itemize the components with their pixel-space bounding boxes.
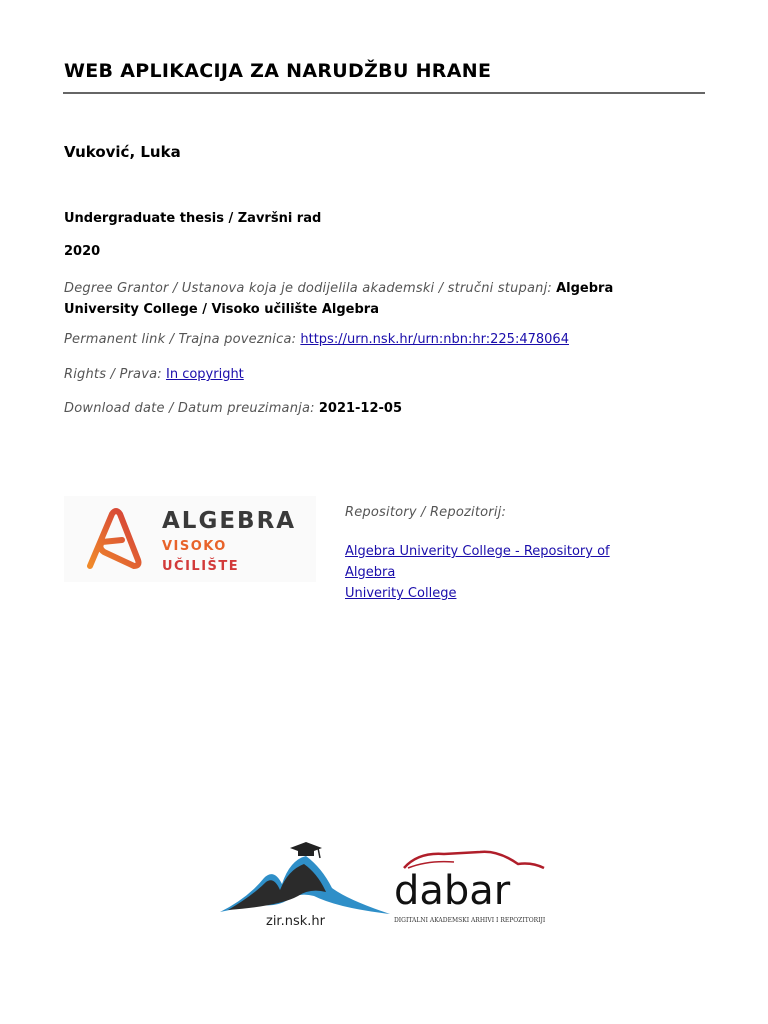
- title-divider: [63, 92, 705, 94]
- download-label: Download date / Datum preuzimanja:: [64, 401, 315, 416]
- thesis-year: 2020: [64, 244, 101, 259]
- permalink-label: Permanent link / Trajna poveznica:: [64, 332, 297, 347]
- dabar-sub-text: DIGITALNI AKADEMSKI ARHIVI I REPOZITORIJI: [394, 917, 546, 924]
- algebra-logo: [64, 496, 316, 582]
- author-name: Vuković, Luka: [64, 143, 181, 161]
- algebra-logo-mark-icon: [64, 496, 316, 582]
- grantor-value-1: Algebra: [556, 281, 614, 296]
- download-date-row: [64, 401, 402, 416]
- rights-link[interactable]: In copyright: [165, 367, 244, 382]
- footer-logos: [218, 838, 558, 933]
- download-value: 2021-12-05: [318, 401, 403, 416]
- zir-text: zir.nsk.hr: [266, 914, 325, 929]
- permanent-link-row: [64, 332, 569, 347]
- algebra-logo-name: ALGEBRA: [162, 508, 297, 534]
- repository-link-line2[interactable]: Univerity College: [345, 586, 457, 601]
- repository-link-line1[interactable]: Algebra Univerity College - Repository of Algebra: [345, 544, 610, 580]
- dabar-text: dabar: [394, 868, 511, 914]
- thesis-type: Undergraduate thesis / Završni rad: [64, 211, 322, 226]
- rights-label: Rights / Prava:: [64, 367, 162, 382]
- zir-dabar-logos-icon: [218, 838, 558, 933]
- repository-link[interactable]: [345, 541, 650, 604]
- document-title: WEB APLIKACIJA ZA NARUDŽBU HRANE: [64, 60, 492, 82]
- algebra-logo-sub1: VISOKO: [162, 539, 227, 554]
- degree-grantor: [64, 278, 664, 320]
- permalink-link[interactable]: https://urn.nsk.hr/urn:nbn:hr:225:478064: [300, 332, 569, 347]
- rights-row: [64, 367, 244, 382]
- repository-label: Repository / Repozitorij:: [345, 505, 507, 520]
- grantor-value-2: University College / Visoko učilište Algebra: [64, 302, 379, 317]
- algebra-logo-sub2: UČILIŠTE: [162, 559, 240, 574]
- grantor-label: Degree Grantor / Ustanova koja je dodijelila akademski / stručni stupanj:: [64, 281, 552, 296]
